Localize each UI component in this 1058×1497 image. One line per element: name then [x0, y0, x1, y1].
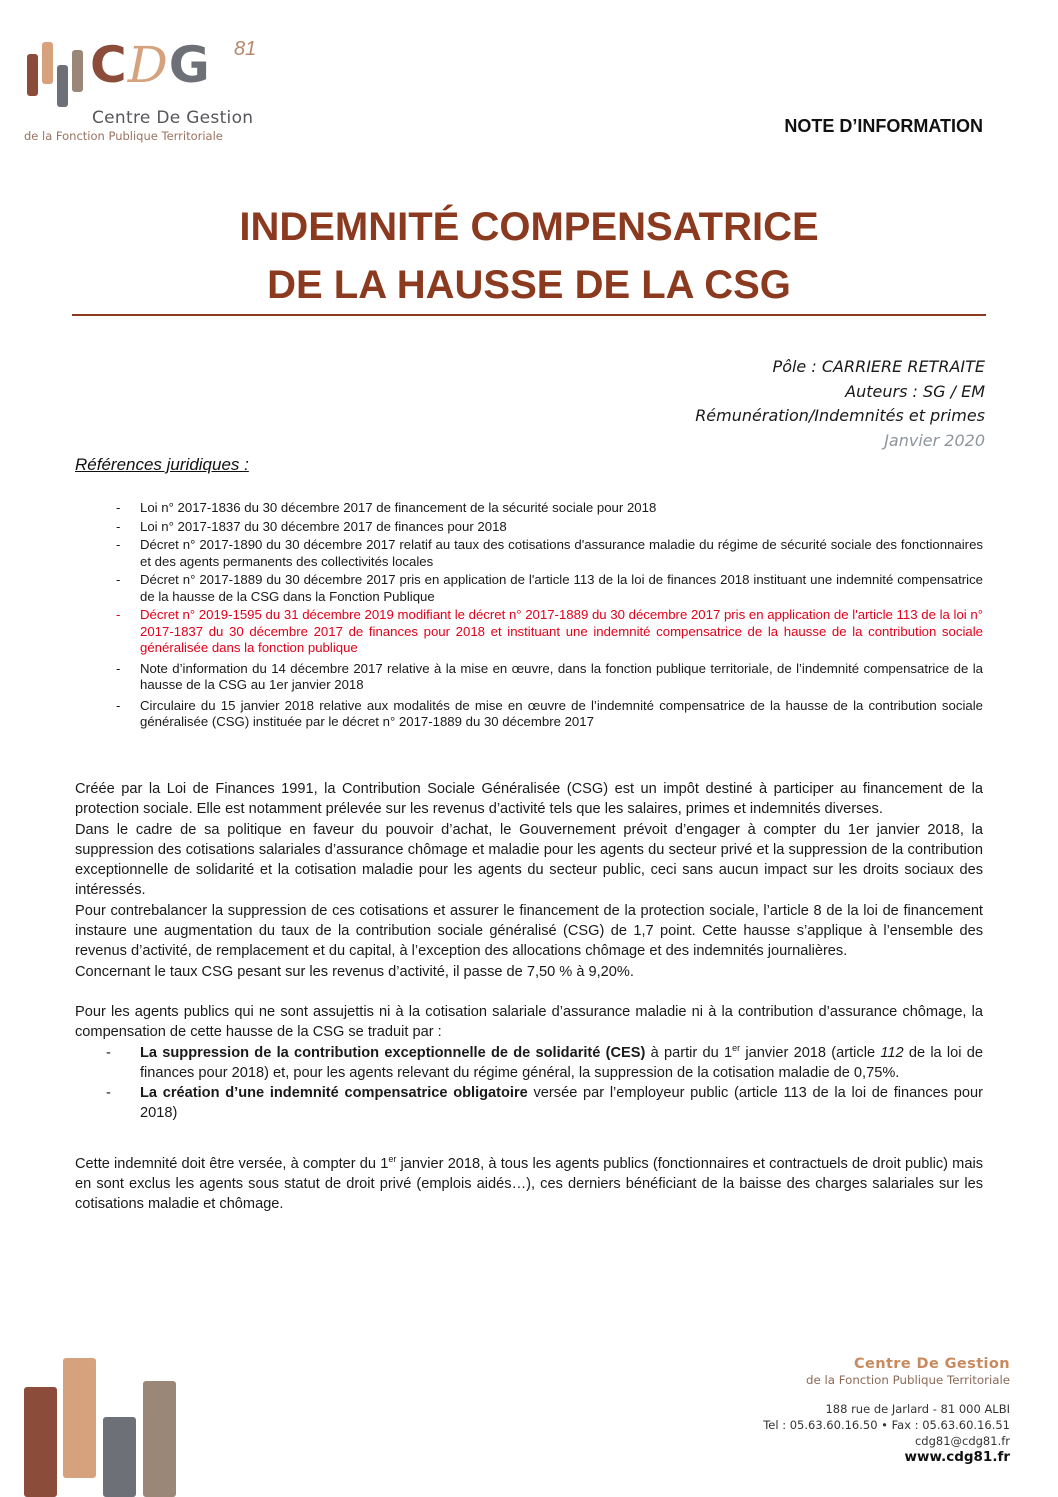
title-line1: INDEMNITÉ COMPENSATRICE: [239, 205, 819, 249]
footer-address: 188 rue de Jarlard - 81 000 ALBI: [825, 1402, 1010, 1416]
note-label: NOTE D’INFORMATION: [784, 116, 983, 136]
references-list: [75, 500, 983, 733]
footer-bar-1: [24, 1387, 57, 1497]
paragraph: Pour les agents publics qui ne sont assujettis ni à la cotisation salariale d’assurance maladie ni à la contribution d’assurance chômage, la compensation de cette hausse de la CSG se traduit par :: [75, 1003, 983, 1041]
footer-website-link[interactable]: www.cdg81.fr: [904, 1449, 1010, 1465]
bullet-italic: 112: [880, 1044, 904, 1061]
superscript: er: [388, 1153, 397, 1164]
logo-superscript: 81: [234, 38, 257, 60]
meta-theme: Rémunération/Indemnités et primes: [695, 406, 985, 425]
paragraph: Dans le cadre de sa politique en faveur du pouvoir d’achat, le Gouvernement prévoit d’engager à compter du 1er janvier 2018, la suppression des cotisations salariales d’assurance chômage et maladie pour les agents du secteur privé et la suppression de la contribution exceptionnelle de solidarité et la cotisation maladie pour les agents du secteur public, ceci sans aucun impact sur les droits sociaux des intéressés.: [75, 821, 983, 899]
bullet-text: à partir du 1: [645, 1044, 733, 1061]
bullet-bold: La suppression de la contribution exceptionnelle de de solidarité (CES): [140, 1044, 646, 1061]
footer-phone-fax: Tel : 05.63.60.16.50 • Fax : 05.63.60.16.51: [763, 1418, 1010, 1432]
dash-bullet: -: [106, 1044, 111, 1061]
reference-text: Loi n° 2017-1836 du 30 décembre 2017 de financement de la sécurité sociale pour 2018: [140, 500, 657, 515]
footer-org-title: Centre De Gestion: [853, 1356, 1010, 1372]
dash-bullet: -: [116, 607, 121, 622]
reference-text: Circulaire du 15 janvier 2018 relative aux modalités de mise en œuvre de l’indemnité compensatrice de la hausse de la contribution sociale généralisée (CSG) instituée par le décret n° 2017-1889 du 30 décembre 2017: [140, 697, 983, 729]
reference-text: Décret n° 2017-1889 du 30 décembre 2017 pris en application de l'article 113 de la loi de finances 2018 instituant une indemnité compensatrice de la hausse de la CSG dans la Fonction Publique: [140, 572, 983, 604]
meta-authors: Auteurs : SG / EM: [845, 381, 985, 401]
footer-logo-bars: [22, 1355, 177, 1497]
document-title: [0, 198, 1058, 314]
bullet-bold: La création d’une indemnité compensatrice obligatoire: [140, 1085, 528, 1102]
paragraph-text: Cette indemnité doit être versée, à compter du 1: [75, 1155, 389, 1172]
dash-bullet: -: [116, 500, 121, 515]
dash-bullet: -: [116, 537, 121, 552]
logo-bar-1: [27, 54, 38, 96]
cdg81-logo: [22, 38, 272, 148]
footer-contact: [763, 1356, 1010, 1465]
body-text: [75, 779, 983, 1215]
reference-text: Note d’information du 14 décembre 2017 relative à la mise en œuvre, dans la fonction publique territoriale, de l’indemnité compensatrice de la hausse de la CSG au 1er janvier 2018: [140, 660, 983, 692]
title-line2: DE LA HAUSSE DE LA CSG: [267, 263, 791, 307]
bullet-text: versée par l’employeur public (article 113 de la loi de finances pour 2018): [140, 1085, 983, 1122]
reference-item: [75, 698, 983, 731]
reference-text: Loi n° 2017-1837 du 30 décembre 2017 de finances pour 2018: [140, 518, 507, 534]
dash-bullet: -: [116, 518, 121, 534]
logo-letter-d: D: [127, 36, 169, 94]
logo-letters: [90, 36, 211, 94]
paragraph: Créée par la Loi de Finances 1991, la Contribution Sociale Généralisée (CSG) est un impôt destiné à participer au financement de la protection sociale. Elle est notamment prélevée sur les revenus d’activité tels que les salaires, primes et indemnités diverses.: [75, 781, 983, 818]
logo-line1: Centre De Gestion: [92, 108, 254, 128]
reference-item: [75, 661, 983, 694]
reference-text: Décret n° 2017-1890 du 30 décembre 2017 relatif au taux des cotisations d'assurance maladie du régime de sécurité sociale des fonctionnaires et des agents permanents des collectivités locales: [140, 537, 983, 569]
reference-item: [75, 500, 983, 517]
logo-line2: de la Fonction Publique Territoriale: [24, 129, 223, 143]
meta-pole: Pôle : CARRIERE RETRAITE: [772, 357, 985, 376]
reference-item: [75, 572, 983, 605]
bullet-item: [75, 1043, 983, 1084]
footer-bar-4: [143, 1381, 176, 1497]
reference-text: Décret n° 2019-1595 du 31 décembre 2019 modifiant le décret n° 2017-1889 du 30 décembre 2017 pris en application de l'article 113 de la loi n° 2017-1837 du 30 décembre 2017 de finances pour 2018 et instituant une indemnité compensatrice de la hausse de la contribution sociale généralisée dans la fonction publique: [140, 607, 983, 655]
references-heading: Références juridiques :: [75, 455, 249, 474]
reference-item: [75, 537, 983, 570]
meta-date: Janvier 2020: [884, 430, 985, 450]
footer-bar-3: [103, 1417, 136, 1497]
paragraph-text: janvier 2018, à tous les agents publics (fonctionnaires et contractuels de droit public) mais en sont exclus les agents sous statut de droit privé (emplois aidés…), ces derniers bénéficiant de la baisse des charges salariales sur les cotisations maladie et chômage.: [75, 1155, 983, 1213]
dash-bullet: -: [116, 660, 121, 676]
logo-letter-g: G: [168, 36, 211, 94]
bullet-text: de la loi de finances pour 2018) et, pour les agents relevant du régime général, la suppression de la cotisation maladie de 0,75%.: [140, 1044, 983, 1081]
superscript: er: [732, 1042, 741, 1053]
logo-letter-c: C: [90, 36, 128, 94]
footer-bar-2: [63, 1358, 96, 1478]
dash-bullet: -: [116, 572, 121, 587]
bullet-item: [75, 1083, 983, 1124]
logo-bar-4: [72, 50, 83, 92]
logo-bar-3: [57, 65, 68, 107]
dash-bullet: -: [116, 697, 121, 713]
title-divider: [72, 314, 986, 316]
dash-bullet: -: [106, 1085, 111, 1102]
footer-email[interactable]: cdg81@cdg81.fr: [914, 1434, 1010, 1448]
paragraph: [75, 1154, 983, 1215]
logo-bar-2: [42, 42, 53, 84]
paragraph: Pour contrebalancer la suppression de ces cotisations et assurer le financement de la protection sociale, l’article 8 de la loi de financement instaure une augmentation du taux de la contribution sociale généralisé (CSG) de 1,7 point. Cette hausse s’applique à l’ensemble des revenus d’activité, de remplacement et du capital, à l’exception des allocations chômage et des indemnités journalières.: [75, 902, 983, 960]
reference-item: [75, 519, 983, 536]
footer-org-subtitle: de la Fonction Publique Territoriale: [805, 1373, 1010, 1387]
reference-item-highlighted: [75, 607, 983, 657]
bullet-text: janvier 2018 (article: [740, 1044, 881, 1061]
paragraph: Concernant le taux CSG pesant sur les revenus d’activité, il passe de 7,50 % à 9,20%.: [75, 963, 634, 980]
document-meta: [695, 355, 985, 453]
